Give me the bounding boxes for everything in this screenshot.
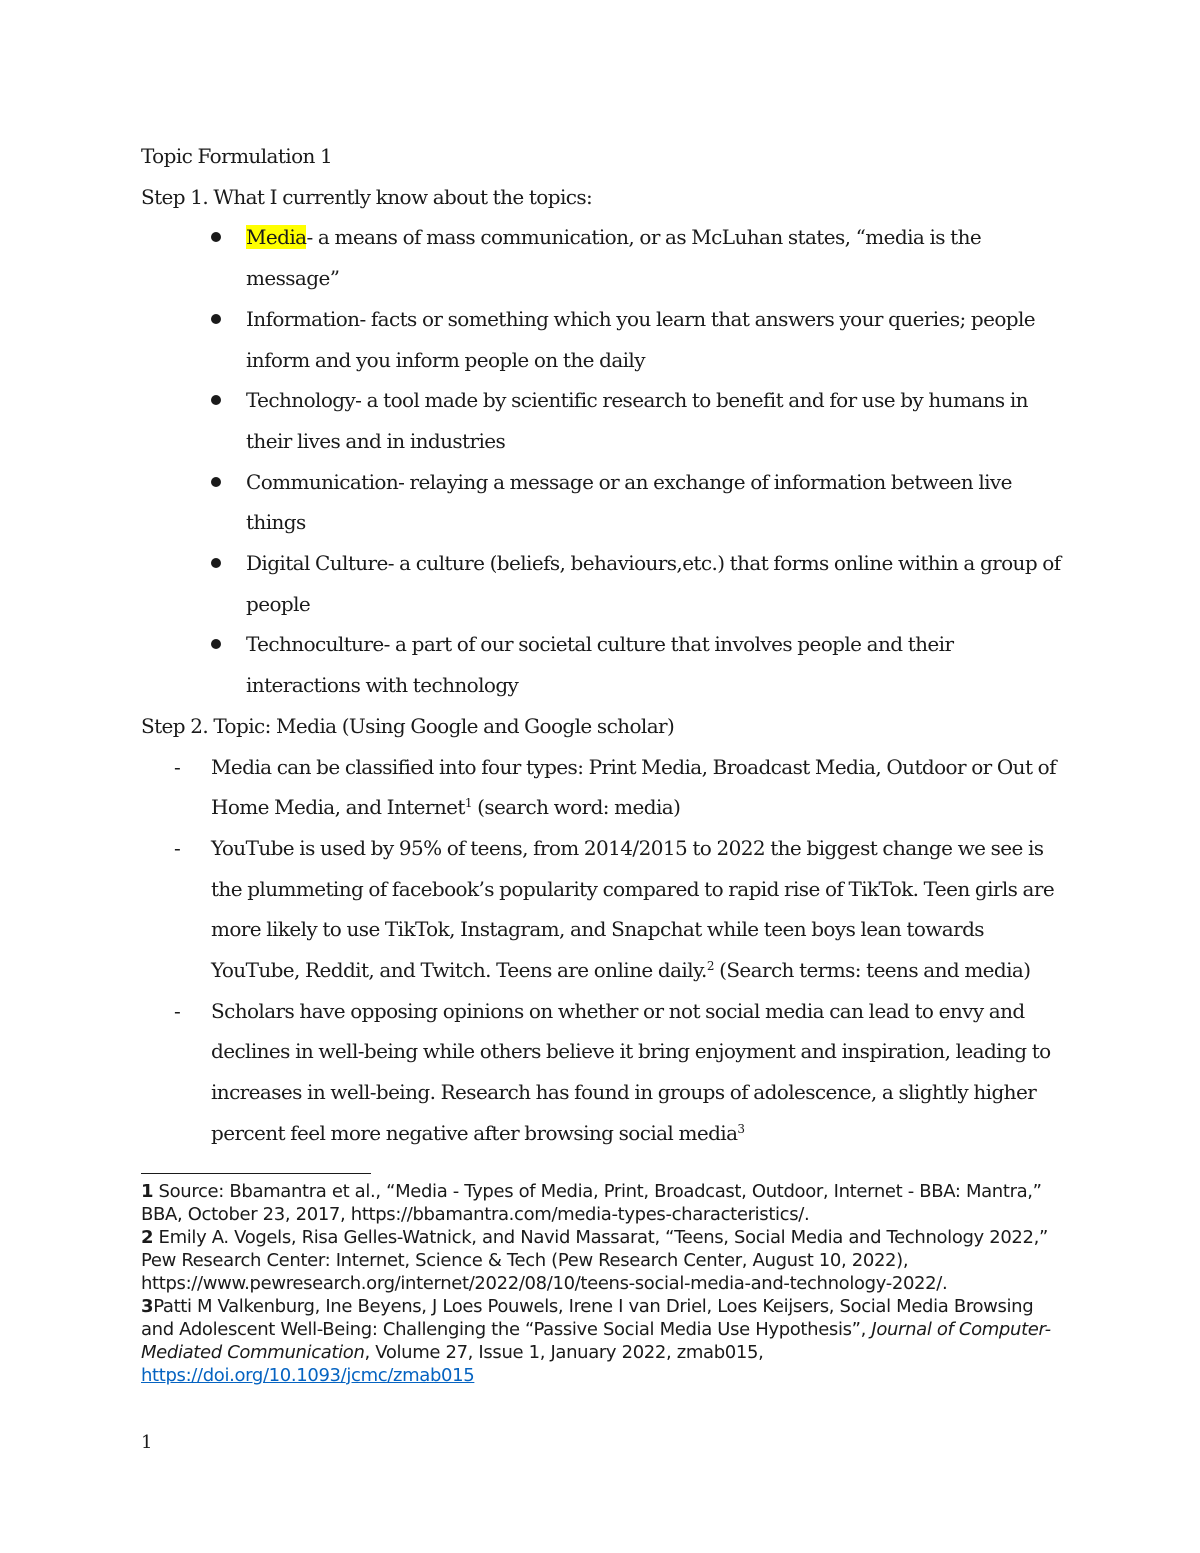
step1-heading: Step 1. What I currently know about the topics:: [141, 184, 593, 209]
list-item: [141, 828, 1071, 991]
item-term: Technoculture: [246, 632, 384, 657]
bullet-icon: [211, 314, 221, 324]
footnote-number: 3: [141, 1296, 154, 1317]
list-item: [141, 299, 1071, 380]
doi-link[interactable]: https://doi.org/10.1093/jcmc/zmab015: [141, 1365, 475, 1386]
footnote-text: Emily A. Vogels, Risa Gelles-Watnick, and Navid Massarat, “Teens, Social Media and Technology 2022,” Pew Research Center: Internet, Science & Tech (Pew Research Center, August 10, 2022), https://www.pewresearch.org/internet/2022/08/10/teens-social-media-and-technology-2022/.: [141, 1227, 1048, 1294]
item-text: - a means of mass communication, or as McLuhan states, “media is the message”: [246, 225, 982, 291]
item-text: - a tool made by scientific research to benefit and for use by humans in their lives and in industries: [246, 388, 1028, 453]
dash-marker: -: [174, 998, 181, 1023]
list-item: [141, 747, 1071, 828]
footnote-text: Source: Bbamantra et al., “Media - Types of Media, Print, Broadcast, Outdoor, Internet - BBA: Mantra,” BBA, October 23, 2017, https://bbamantra.com/media-types-characteristics/.: [141, 1181, 1042, 1225]
footnote-ref[interactable]: 3: [737, 1121, 745, 1136]
footnote-1: [141, 1180, 1066, 1226]
dash-marker: -: [174, 754, 181, 779]
footnotes: [141, 1180, 1066, 1387]
item-text: - relaying a message or an exchange of information between live things: [246, 469, 1012, 535]
list-item: [141, 380, 1071, 461]
item-term: Information: [246, 306, 360, 331]
list-item: [141, 543, 1071, 624]
bullet-icon: [211, 639, 221, 649]
highlighted-term: Media: [246, 225, 307, 250]
page-number: 1: [141, 1432, 153, 1453]
item-text: - a part of our societal culture that involves people and their interactions with technology: [246, 632, 954, 698]
step2-list: [141, 747, 1071, 1154]
dash-marker: -: [174, 835, 181, 860]
footnote-number: 1: [141, 1181, 154, 1202]
footnote-2: [141, 1226, 1066, 1295]
item-text: Scholars have opposing opinions on whether or not social media can lead to envy and declines in well-being while others believe it bring enjoyment and inspiration, leading to increases in well-being. Research has found in groups of adolescence, a slightly higher percent feel more negative after browsing social media: [211, 998, 1051, 1145]
item-text: - facts or something which you learn that answers your queries; people inform and you inform people on the daily: [246, 306, 1035, 372]
list-item: [141, 991, 1071, 1154]
bullet-icon: [211, 395, 221, 405]
item-text: Media can be classified into four types: Print Media, Broadcast Media, Outdoor or Out of Home Media, and Internet: [211, 754, 1056, 820]
item-text: - a culture (beliefs, behaviours,etc.) that forms online within a group of people: [246, 551, 1061, 616]
footnote-3: [141, 1295, 1066, 1387]
footnote-text: , Volume 27, Issue 1, January 2022, zmab015,: [364, 1342, 764, 1363]
item-text: YouTube is used by 95% of teens, from 2014/2015 to 2022 the biggest change we see is the plummeting of facebook’s popularity compared to rapid rise of TikTok. Teen girls are more likely to use TikTok, Instagram, and Snapchat while teen boys lean towards YouTube, Reddit, and Twitch. Teens are online daily.: [211, 835, 1055, 983]
journal-title: Journal of Computer-Mediated Communication: [141, 1319, 1051, 1363]
footnote-separator: [141, 1173, 371, 1174]
footnote-ref[interactable]: 1: [464, 796, 472, 811]
item-note: (search word: media): [471, 795, 681, 820]
bullet-icon: [211, 477, 221, 487]
item-term: Communication: [246, 469, 399, 494]
item-term: Technology: [246, 388, 356, 413]
list-item: [141, 624, 1071, 705]
item-term: Digital Culture: [246, 551, 388, 576]
document-body: [141, 136, 1071, 1154]
bullet-icon: [211, 558, 221, 568]
list-item: [141, 217, 1071, 298]
footnote-number: 2: [141, 1227, 154, 1248]
footnote-text: Patti M Valkenburg, Ine Beyens, J Loes Pouwels, Irene I van Driel, Loes Keijsers, Social Media Browsing and Adolescent Well-Being: Challenging the “Passive Social Media Use Hypothesis”,: [141, 1296, 1034, 1340]
footnote-ref[interactable]: 2: [706, 959, 714, 974]
document-title: Topic Formulation 1: [141, 144, 333, 168]
item-note: (Search terms: teens and media): [713, 958, 1031, 983]
step1-list: [141, 217, 1071, 705]
bullet-icon: [211, 232, 221, 242]
list-item: [141, 462, 1071, 543]
step2-heading: Step 2. Topic: Media (Using Google and Google scholar): [141, 713, 675, 738]
